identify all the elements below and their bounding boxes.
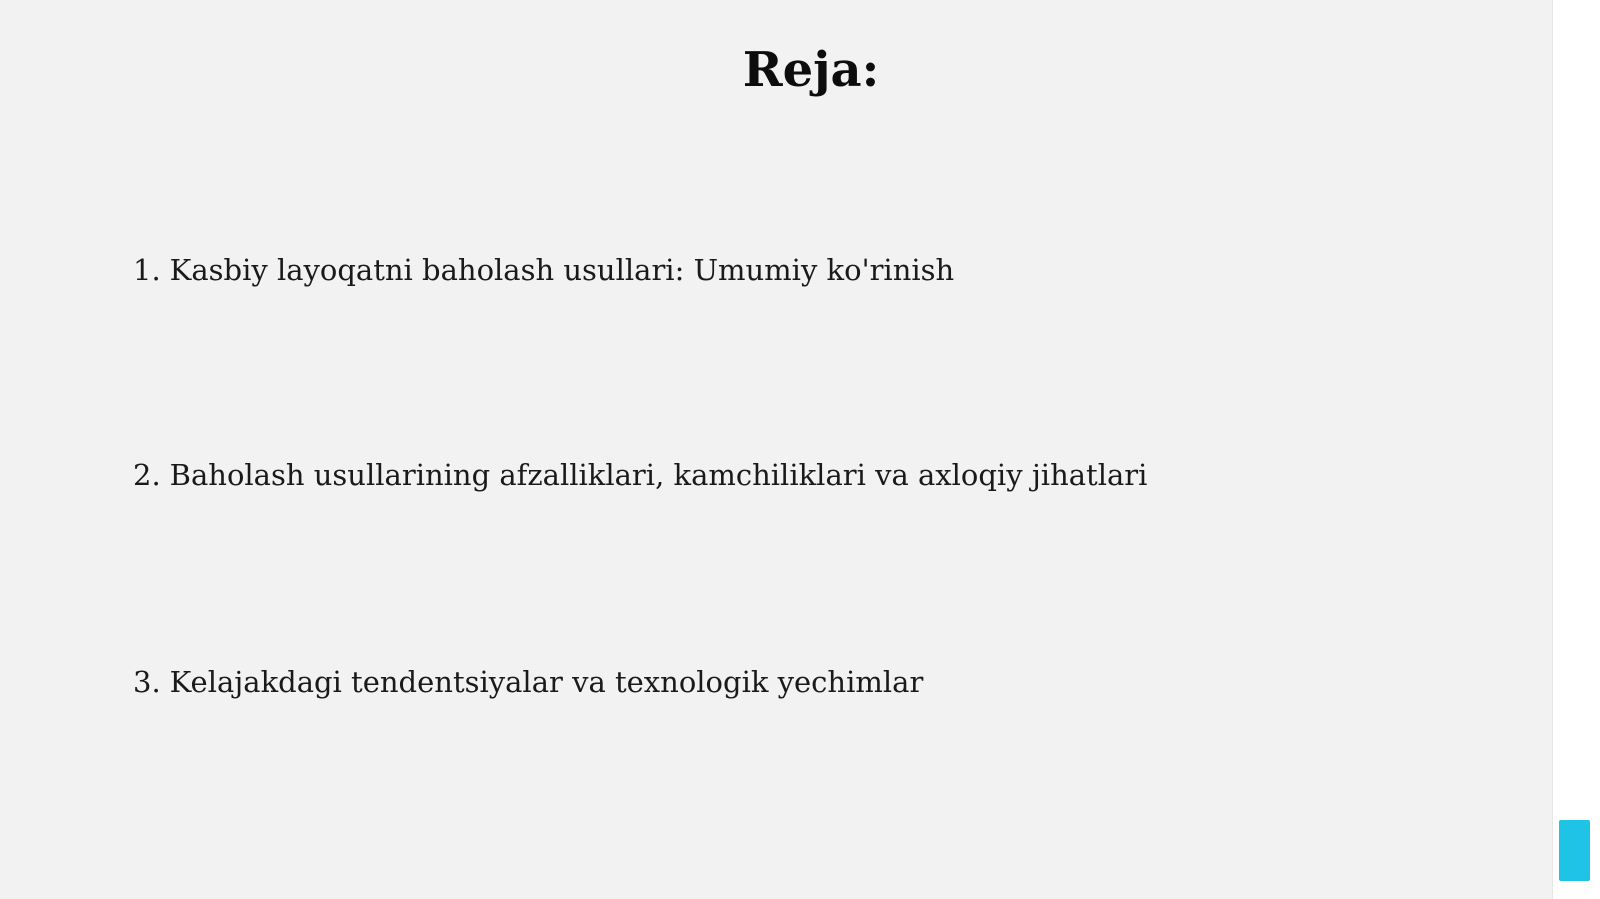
scrollbar-track[interactable] bbox=[1552, 0, 1600, 899]
plan-item-text: Baholash usullarining afzalliklari, kamchiliklari va axloqiy jihatlari bbox=[169, 458, 1148, 492]
plan-item-number: 3. bbox=[133, 665, 161, 699]
plan-item-number: 1. bbox=[133, 253, 161, 287]
plan-item-2 bbox=[133, 455, 1147, 495]
plan-item-3 bbox=[133, 662, 923, 702]
plan-item-text: Kasbiy layoqatni baholash usullari: Umumiy ko'rinish bbox=[169, 253, 955, 287]
plan-item-number: 2. bbox=[133, 458, 161, 492]
plan-item-text: Kelajakdagi tendentsiyalar va texnologik yechimlar bbox=[169, 665, 924, 699]
slide-title: Reja: bbox=[742, 42, 880, 98]
scrollbar-thumb[interactable] bbox=[1559, 820, 1590, 881]
plan-item-1 bbox=[133, 250, 954, 290]
